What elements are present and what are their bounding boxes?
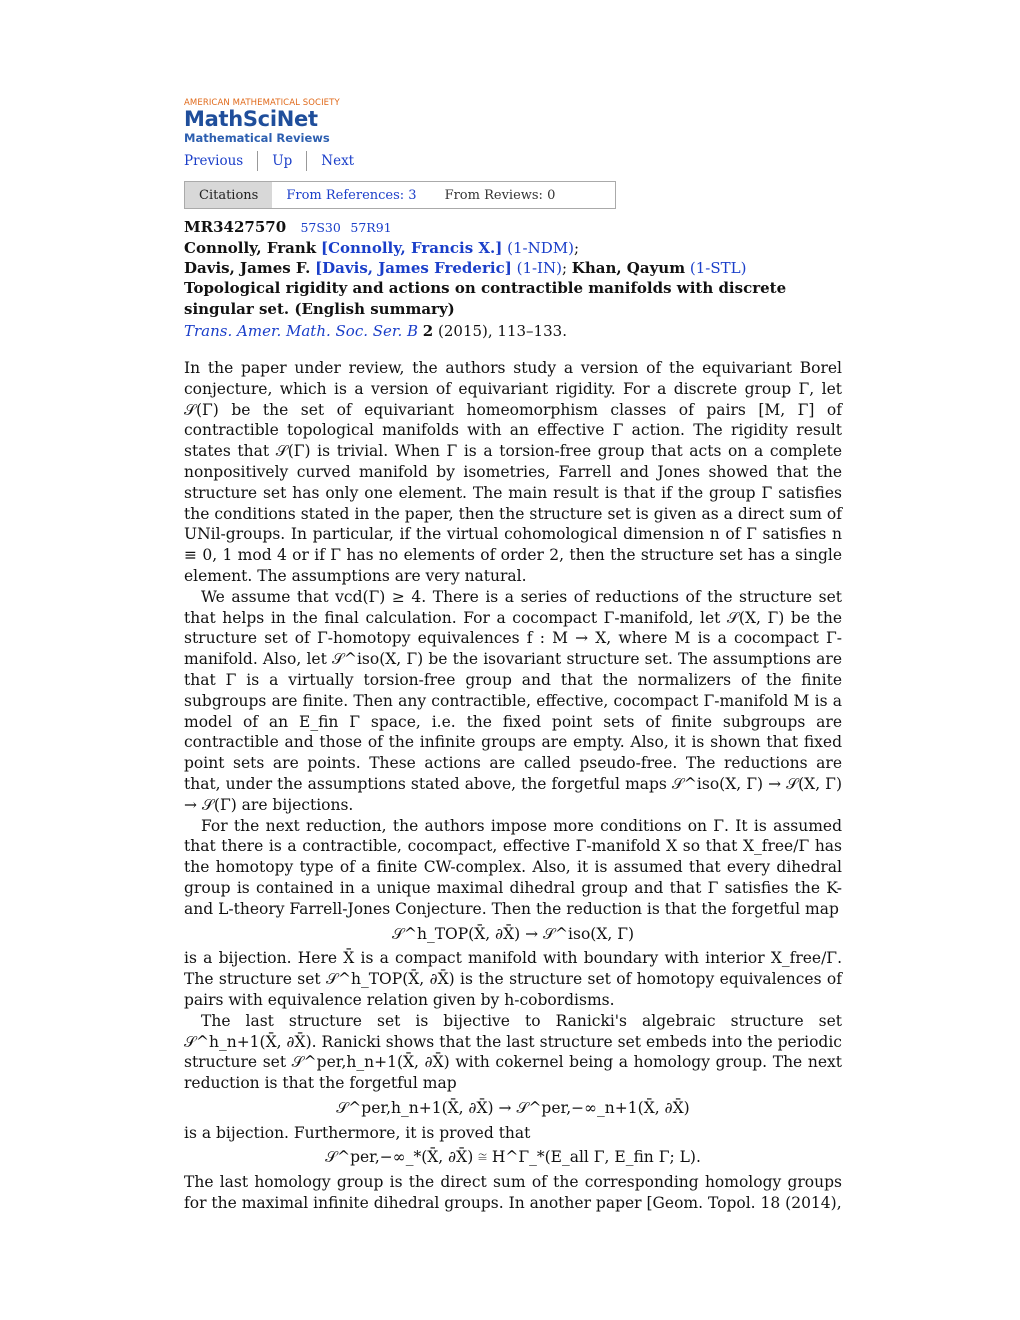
author-name: Connolly, Frank bbox=[184, 239, 317, 257]
review-paragraph: We assume that vcd(Γ) ≥ 4. There is a series of reductions of the structure set that helps in the final calculation. For a cocompact Γ-manifold, let 𝒮(X, Γ) be the structure set of Γ-homotopy equivalences f : M → X, where M is a cocompact Γ-manifold. Also, let 𝒮^iso(X, Γ) be the isovariant structure set. The assumptions are that Γ is a virtually torsion-free group and that the normalizers of the finite subgroups are finite. Then any contractible, effective, cocompact Γ-manifold M is a model of an E_fin Γ space, i.e. the fixed point sets of finite subgroups are contractible and those of the infinite groups are empty. Also, it is shown that fixed point sets are points. These actions are called pseudo-free. The reductions are that, under the assumptions stated above, the forgetful maps 𝒮^iso(X, Γ) → 𝒮(X, Γ) → 𝒮(Γ) are bijections. bbox=[184, 587, 842, 814]
author-institution[interactable]: (1-IN) bbox=[516, 259, 562, 277]
review-paragraph: The last homology group is the direct sum of the corresponding homology groups for the maximal infinite dihedral groups. In another paper [Geom. Topol. 18 (2014), bbox=[184, 1173, 842, 1213]
up-link[interactable]: Up bbox=[272, 153, 293, 169]
msc-class-primary[interactable]: 57S30 bbox=[300, 220, 341, 235]
journal-year-pages: (2015), 113–133. bbox=[438, 322, 567, 340]
display-equation: 𝒮^per,−∞_*(X̄, ∂X̄) ≅ H^Γ_*(E_all Γ, E_fin Γ; L). bbox=[325, 1148, 701, 1167]
journal-line bbox=[184, 320, 842, 342]
author-institution[interactable]: (1-STL) bbox=[689, 259, 747, 277]
citation-tabs bbox=[184, 181, 616, 209]
author-line-1: Connolly, Frank [Connolly, Francis X.] (1-NDM); bbox=[184, 239, 579, 257]
author-name: Davis, James F. bbox=[184, 259, 311, 277]
journal-link[interactable]: Trans. Amer. Math. Soc. Ser. B bbox=[184, 322, 419, 340]
author-line-2: Davis, James F. [Davis, James Frederic] (1-IN); Khan, Qayum (1-STL) bbox=[184, 259, 747, 277]
page bbox=[184, 98, 842, 1214]
review-paragraph: The last structure set is bijective to Ranicki's algebraic structure set 𝒮^h_n+1(X̄, ∂X̄). Ranicki shows that the last structure set embeds into the periodic structure set 𝒮^per,h_n+1(X̄, ∂X̄) with cokernel being a homology group. The next reduction is that the forgetful map bbox=[184, 1011, 842, 1093]
mr-number: MR3427570 bbox=[184, 218, 287, 236]
display-equation: 𝒮^per,h_n+1(X̄, ∂X̄) → 𝒮^per,−∞_n+1(X̄, ∂X̄) bbox=[336, 1098, 690, 1117]
record-header bbox=[184, 217, 842, 342]
review-paragraph: is a bijection. Furthermore, it is proved that bbox=[184, 1123, 531, 1142]
mathscinet-logo[interactable] bbox=[184, 98, 842, 145]
brand-name: MathSciNet bbox=[184, 107, 318, 131]
review-body bbox=[184, 358, 842, 1214]
brand-subtitle: Mathematical Reviews bbox=[184, 131, 330, 145]
author-name: Khan, Qayum bbox=[571, 259, 686, 277]
review-nav bbox=[184, 151, 842, 171]
author-institution[interactable]: (1-NDM) bbox=[507, 239, 574, 257]
msc-class-secondary[interactable]: 57R91 bbox=[350, 220, 392, 235]
society-label: AMERICAN MATHEMATICAL SOCIETY bbox=[184, 98, 340, 108]
review-paragraph: In the paper under review, the authors study a version of the equivariant Borel conjecture, which is a version of equivariant rigidity. For a discrete group Γ, let 𝒮(Γ) be the set of equivariant homeomorphism classes of pairs [M, Γ] of contractible topological manifolds with an effective Γ action. The rigidity result states that 𝒮(Γ) is trivial. When Γ is a torsion-free group that acts on a complete nonpositively curved manifold by isometries, Farrell and Jones showed that the structure set has only one element. The main result is that if the group Γ satisfies the conditions stated in the paper, then the structure set is given as a direct sum of UNil-groups. In particular, if the virtual cohomological dimension n of Γ satisfies n ≡ 0, 1 mod 4 or if Γ has no elements of order 2, then the structure set has a single element. The assumptions are very natural. bbox=[184, 359, 842, 585]
paper-title: Topological rigidity and actions on contractible manifolds with discrete singular set. (English summary) bbox=[184, 279, 787, 318]
nav-divider bbox=[306, 151, 307, 171]
journal-volume: 2 bbox=[422, 322, 434, 340]
previous-link[interactable]: Previous bbox=[184, 153, 244, 169]
review-paragraph: is a bijection. Here X̄ is a compact manifold with boundary with interior X_free/Γ. The structure set 𝒮^h_TOP(X̄, ∂X̄) is the structure set of homotopy equivalences of pairs with equivalence relation given by h-cobordisms. bbox=[184, 949, 842, 1009]
next-link[interactable]: Next bbox=[321, 153, 355, 169]
author-profile-link[interactable]: [Connolly, Francis X.] bbox=[320, 239, 503, 257]
tab-from-references[interactable]: From References: 3 bbox=[286, 187, 417, 203]
review-paragraph: For the next reduction, the authors impose more conditions on Γ. It is assumed that there is a contractible, cocompact, effective Γ-manifold X so that X_free/Γ has the homotopy type of a finite CW-complex. Also, it is assumed that every dihedral group is contained in a unique maximal dihedral group and that Γ satisfies the K- and L-theory Farrell-Jones Conjecture. Then the reduction is that the forgetful map bbox=[184, 816, 842, 918]
author-profile-link[interactable]: [Davis, James Frederic] bbox=[315, 259, 512, 277]
nav-divider bbox=[257, 151, 258, 171]
display-equation: 𝒮^h_TOP(X̄, ∂X̄) → 𝒮^iso(X, Γ) bbox=[391, 924, 635, 943]
tab-citations[interactable]: Citations bbox=[185, 182, 272, 208]
tab-from-reviews: From Reviews: 0 bbox=[444, 187, 556, 203]
mr-line bbox=[184, 217, 842, 238]
